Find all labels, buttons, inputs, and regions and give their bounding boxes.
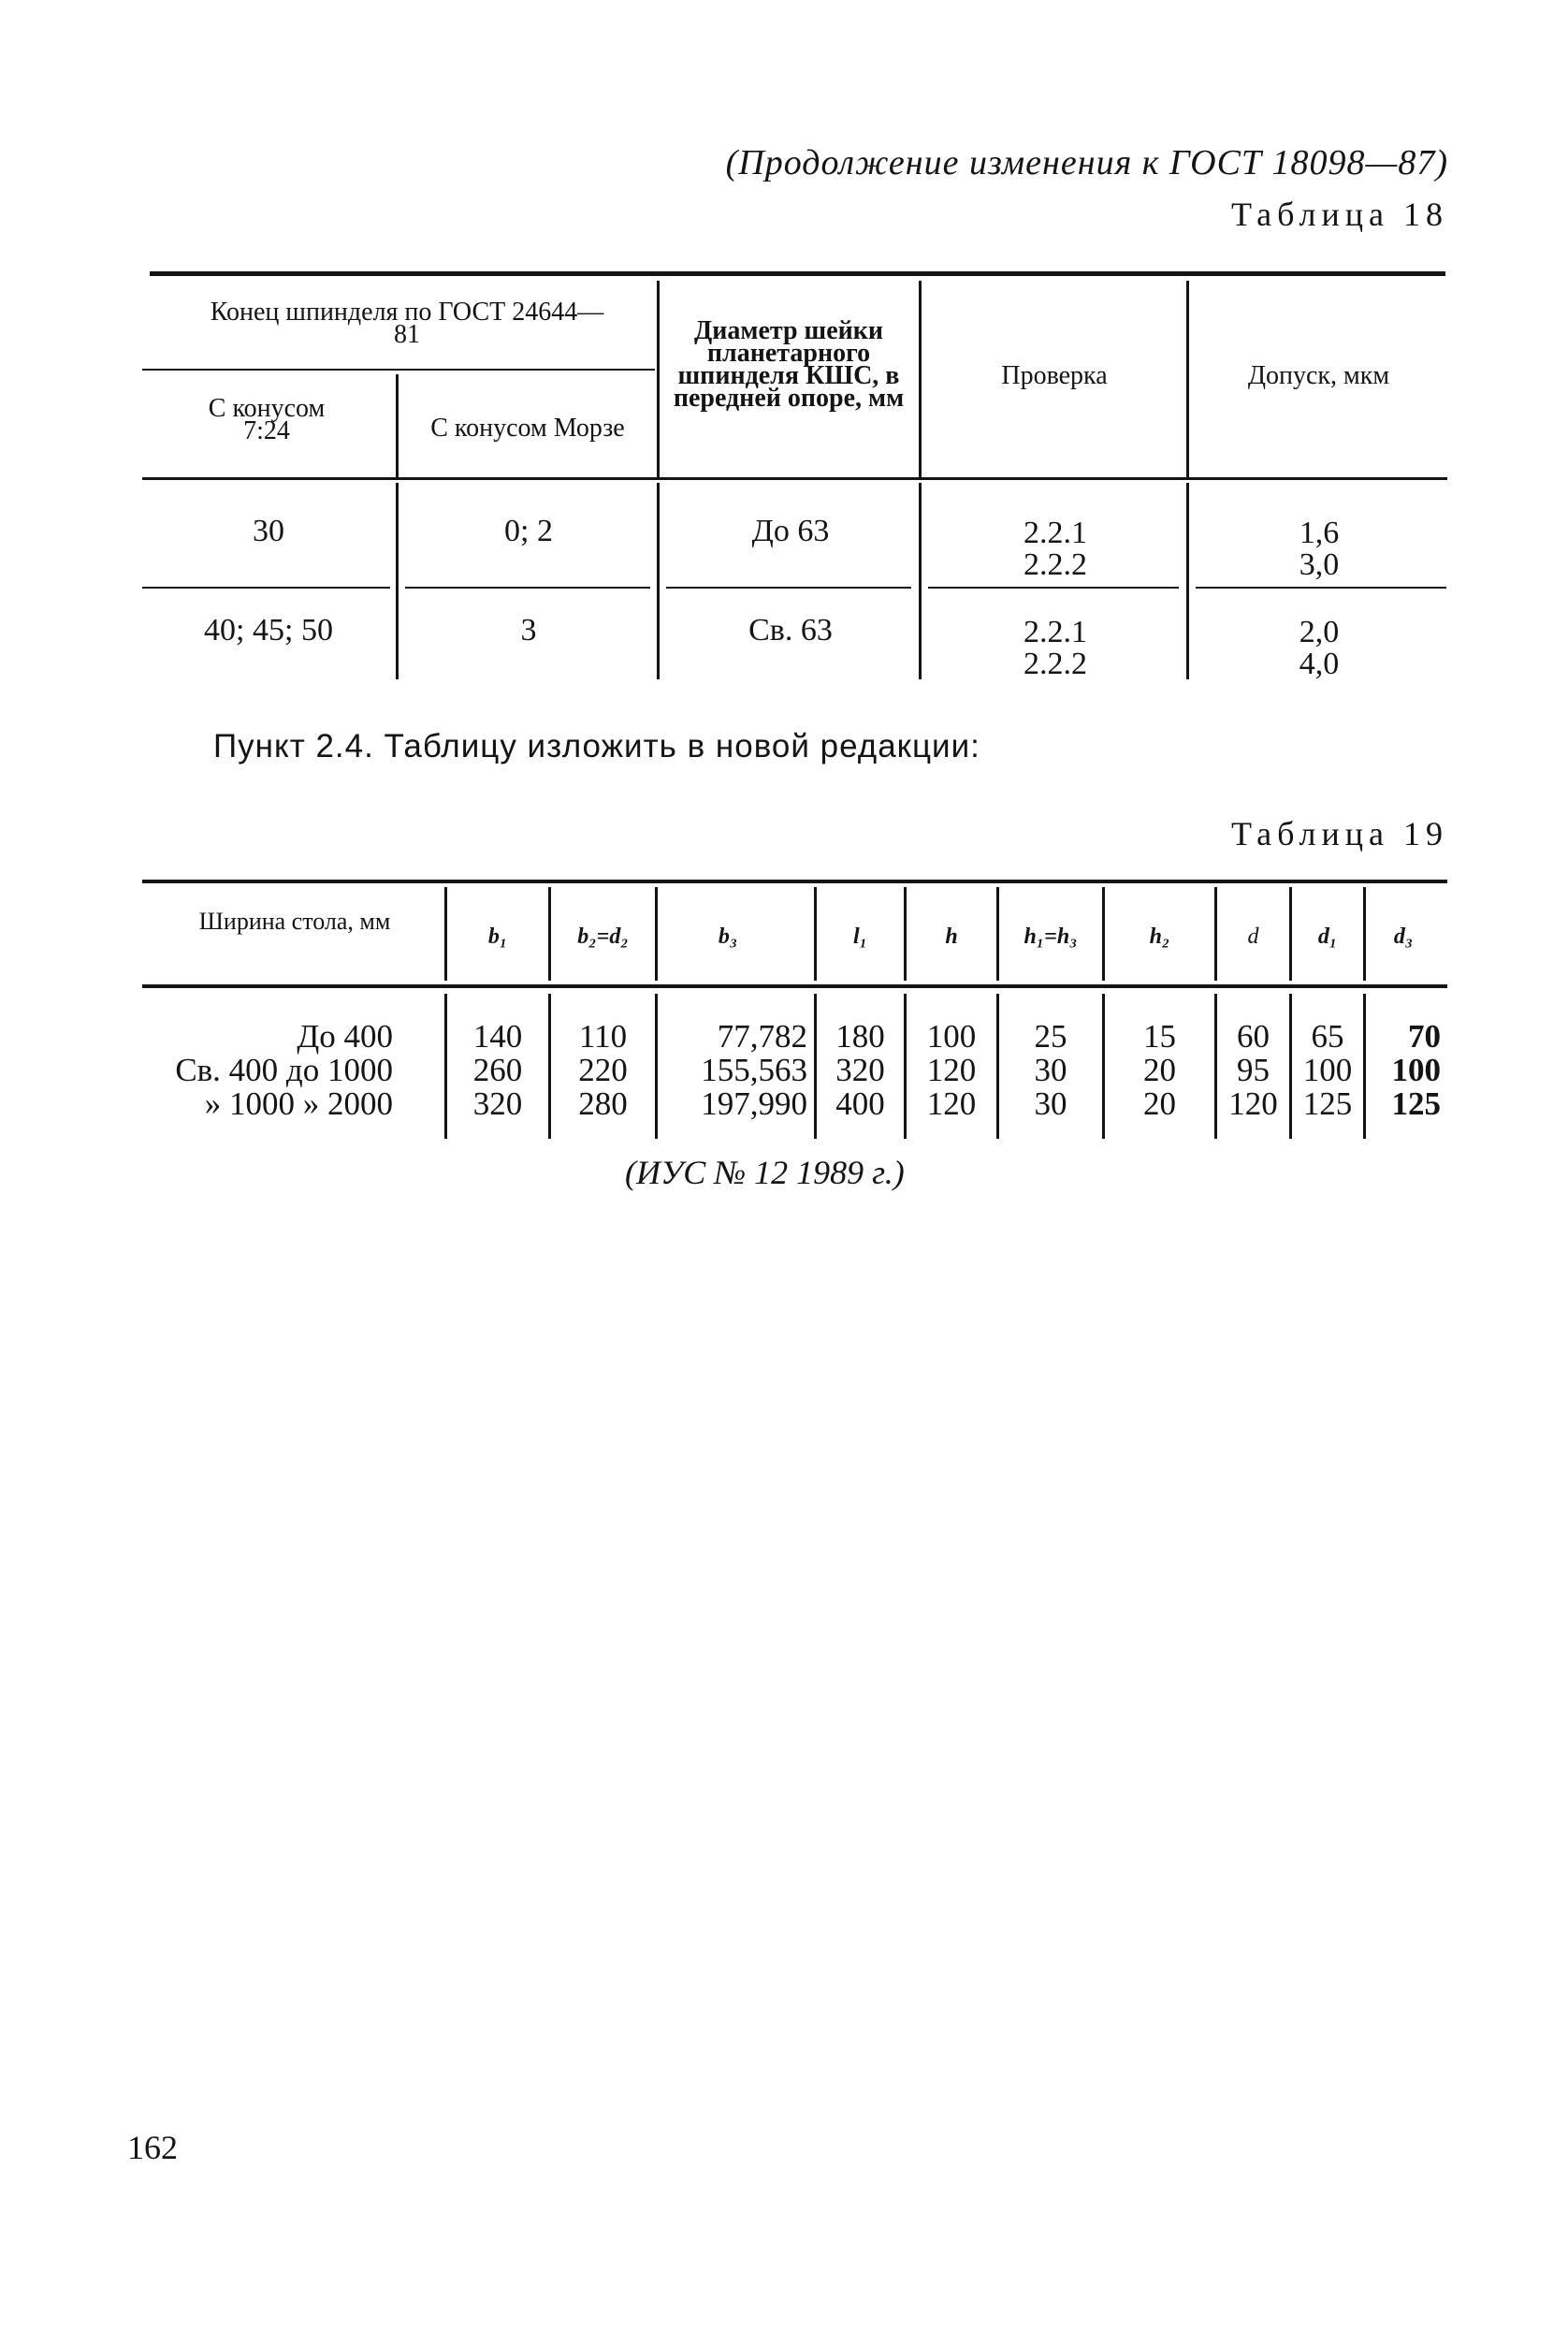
table19-cell: 400 [835, 1085, 885, 1122]
table19-cell: 140 [472, 1018, 523, 1055]
table18-r1-c4a: 2.2.1 [1024, 516, 1087, 550]
table19-col-d [1217, 1020, 1289, 1121]
table19-col-b2-header: b₂=d₂ [577, 924, 629, 949]
table19-col-b1 [447, 1020, 548, 1121]
table19-col-d3 [1366, 1020, 1441, 1121]
paragraph-item-2-4: Пункт 2.4. Таблицу изложить в новой редакции: [213, 728, 980, 764]
table19-cell: 120 [1228, 1085, 1278, 1122]
table19-cell: 220 [578, 1052, 628, 1088]
table19-col-h2-header: h₂ [1149, 924, 1170, 949]
table18-r2-c4b: 2.2.2 [1024, 647, 1087, 681]
table19-col-l1 [817, 1020, 904, 1121]
table18-r2-c5b: 4,0 [1299, 647, 1340, 681]
table18-r1-c2: 0; 2 [504, 514, 553, 548]
table19-cell: 125 [1302, 1085, 1353, 1122]
table18-r1-c1: 30 [253, 514, 284, 548]
table19-cell: 70 [1408, 1018, 1441, 1055]
table19-cell: 77,782 [717, 1018, 807, 1055]
table19-cell: » 1000 » 2000 [204, 1085, 393, 1122]
table18-r1-c5a: 1,6 [1299, 516, 1340, 550]
table19-caption: Таблица 19 [1231, 815, 1448, 852]
table19-cell: 155,563 [701, 1052, 807, 1088]
table18-r2-c4a: 2.2.1 [1024, 615, 1087, 649]
table19-col-b2 [551, 1020, 655, 1121]
table19-cell: 320 [472, 1085, 523, 1122]
table19-cell: 197,990 [701, 1085, 807, 1122]
table19-cell: Св. 400 до 1000 [175, 1052, 393, 1088]
table18-col4-header: Проверка [1001, 361, 1108, 390]
table18-r2-c2: 3 [520, 613, 537, 648]
table19-cell: 30 [1034, 1052, 1067, 1088]
table18-r2-c5a: 2,0 [1299, 615, 1340, 649]
table18-r2-c1: 40; 45; 50 [204, 613, 333, 648]
table18-col2-header: С конусом Морзе [430, 414, 625, 443]
table18-col1-header: С конусом 7:24 [208, 394, 326, 445]
table19-cell: 120 [926, 1052, 977, 1088]
continuation-note: (Продолжение изменения к ГОСТ 18098—87) [725, 143, 1448, 182]
table19-col-d1 [1292, 1020, 1363, 1121]
table18-r1-c4b: 2.2.2 [1024, 547, 1087, 582]
table19-col-h-header: h [945, 924, 958, 949]
table19-col-b1-header: b₁ [487, 924, 508, 949]
table19-col-d1-header: d₁ [1317, 924, 1338, 949]
table19-col-h2 [1105, 1020, 1214, 1121]
table19-cell: 100 [1302, 1052, 1353, 1088]
table19-col-h1h3-header: h₁=h₃ [1024, 924, 1078, 949]
table19-col-h [907, 1020, 996, 1121]
table19-cell: 95 [1237, 1052, 1270, 1088]
table19-cell: 100 [1391, 1052, 1441, 1088]
table19-col-width-header: Ширина стола, мм [198, 908, 391, 935]
table19-cell: 20 [1143, 1052, 1176, 1088]
page-number: 162 [127, 2129, 178, 2166]
table18-col3-header: Диаметр шейки планетарного шпинделя КШС, в передней опоре, мм [673, 316, 905, 413]
table18-r1-c3: До 63 [751, 514, 830, 548]
table19-cell: 110 [578, 1018, 628, 1055]
table19-col-width [131, 1020, 393, 1121]
table19-cell: 320 [835, 1052, 885, 1088]
table19-cell: 100 [926, 1018, 977, 1055]
table19-cell: 125 [1391, 1085, 1441, 1122]
table19-col-d3-header: d₃ [1393, 924, 1414, 949]
table18-col5-header: Допуск, мкм [1247, 361, 1390, 390]
table19-col-b3 [658, 1020, 807, 1121]
table19-col-b3-header: b₃ [718, 924, 738, 949]
table19-cell: До 400 [297, 1018, 393, 1055]
table18-r1-c5b: 3,0 [1299, 547, 1340, 582]
table18-group-header: Конец шпинделя по ГОСТ 24644—81 [210, 298, 604, 349]
table19-cell: 260 [472, 1052, 523, 1088]
table19-cell: 65 [1311, 1018, 1344, 1055]
table19-col-h1h3 [999, 1020, 1102, 1121]
source-note: (ИУС № 12 1989 г.) [625, 1154, 905, 1191]
table19-cell: 30 [1034, 1085, 1067, 1122]
table19-col-l1-header: l₁ [852, 924, 868, 949]
table19-cell: 180 [835, 1018, 885, 1055]
table19-cell: 20 [1143, 1085, 1176, 1122]
table19-cell: 60 [1237, 1018, 1270, 1055]
table19-cell: 15 [1143, 1018, 1176, 1055]
table19-col-d-header: d [1247, 924, 1259, 949]
table19-cell: 120 [926, 1085, 977, 1122]
table19-cell: 25 [1034, 1018, 1067, 1055]
table18-caption: Таблица 18 [1231, 196, 1448, 233]
table19-cell: 280 [578, 1085, 628, 1122]
table18-r2-c3: Св. 63 [748, 613, 833, 648]
